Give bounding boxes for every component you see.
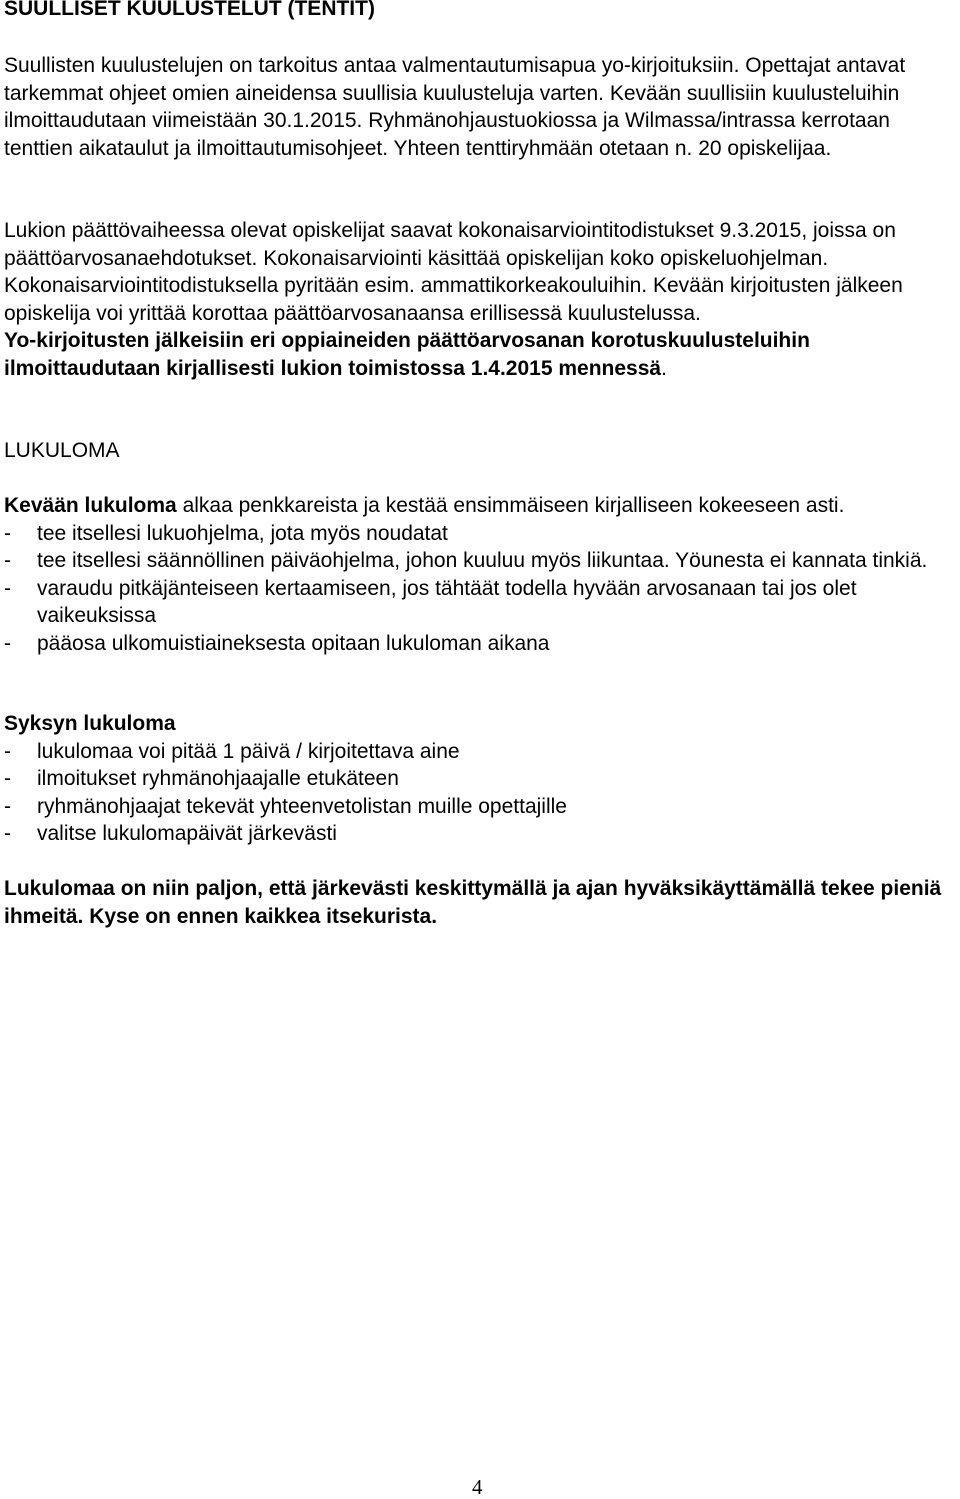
intro-paragraph: Suullisten kuulustelujen on tarkoitus antaa valmentautumisapua yo-kirjoituksiin. Opettajat antavat tarkemmat ohjeet omien aineidensa suullisia kuulusteluja varten. Kevään suullisiin kuulusteluihin ilmoittaudutaan viimeistään 30.1.2015. Ryhmänohjaustuokiossa ja Wilmassa/intrassa kerrotaan tenttien aikataulut ja ilmoittautumisohjeet. Yhteen tenttiryhmään otetaan n. 20 opiskelijaa.: [4, 54, 906, 160]
dash-bullet: -: [4, 521, 11, 545]
spring-lukuloma-label: Kevään lukuloma: [4, 494, 177, 517]
list-item: [4, 820, 956, 848]
re-exam-registration-suffix: .: [661, 356, 667, 380]
closing-paragraph: Lukulomaa on niin paljon, että järkevästi keskittymällä ja ajan hyväksikäyttämällä tekee pieniä ihmeitä. Kyse on ennen kaikkea itsekurista.: [4, 877, 942, 928]
autumn-lukuloma-list: [4, 738, 956, 848]
list-item: [4, 547, 956, 575]
list-item-text: ilmoitukset ryhmänohjaajalle etukäteen: [37, 767, 399, 790]
intro-section: [4, 52, 956, 162]
list-item-text: pääosa ulkomuistiaineksesta opitaan lukuloman aikana: [37, 631, 550, 655]
list-item-text: varaudu pitkäjänteiseen kertaamiseen, jos tähtäät todella hyvään arvosanaan tai jos olet vaikeuksissa: [37, 576, 857, 627]
final-grades-section: [4, 217, 956, 382]
page-number: 4: [472, 1475, 483, 1499]
dash-bullet: -: [4, 576, 11, 600]
list-item: [4, 520, 956, 548]
page-title: SUULLISET KUULUSTELUT (TENTIT): [4, 0, 375, 20]
dash-bullet: -: [4, 549, 11, 572]
lukuloma-heading: LUKULOMA: [4, 439, 120, 462]
re-exam-registration-bold: Yo-kirjoitusten jälkeisiin eri oppiaineiden päättöarvosanan korotuskuulusteluihin ilmoittaudutaan kirjallisesti lukion toimistossa 1.4.2015 mennessä: [4, 329, 810, 380]
lukuloma-heading-block: [4, 437, 956, 465]
list-item: [4, 575, 956, 630]
list-item: [4, 738, 956, 766]
dash-bullet: -: [4, 739, 11, 763]
list-item: [4, 765, 956, 793]
final-grades-paragraph: Lukion päättövaiheessa olevat opiskelijat saavat kokonaisarviointitodistukset 9.3.2015, joissa on päättöarvosanaehdotukset. Kokonaisarviointi käsittää opiskelijan koko opiskeluohjelman. Kokonaisarviointitodistuksella pyritään esim. ammattikorkeakouluihin. Kevään kirjoitusten jälkeen opiskelija voi yrittää korottaa päättöarvosanaansa erillisessä kuulustelussa.: [4, 219, 903, 325]
spring-lukuloma-section: [4, 492, 956, 657]
dash-bullet: -: [4, 794, 11, 818]
list-item-text: lukulomaa voi pitää 1 päivä / kirjoitettava aine: [37, 739, 460, 763]
list-item: [4, 793, 956, 821]
dash-bullet: -: [4, 631, 11, 655]
list-item-text: tee itsellesi lukuohjelma, jota myös noudatat: [37, 521, 448, 545]
list-item-text: ryhmänohjaajat tekevät yhteenvetolistan muille opettajille: [37, 794, 567, 818]
autumn-lukuloma-heading: Syksyn lukuloma: [4, 712, 176, 735]
spring-lukuloma-text: alkaa penkkareista ja kestää ensimmäiseen kirjalliseen kokeeseen asti.: [176, 494, 845, 517]
list-item-text: valitse lukulomapäivät järkevästi: [37, 822, 337, 845]
re-exam-registration-note: [4, 327, 956, 382]
dash-bullet: -: [4, 767, 11, 790]
spring-lukuloma-list: [4, 520, 956, 658]
dash-bullet: -: [4, 822, 11, 845]
spring-lukuloma-intro: [4, 492, 956, 520]
closing-section: [4, 875, 956, 930]
autumn-lukuloma-section: [4, 710, 956, 848]
list-item-text: tee itsellesi säännöllinen päiväohjelma, johon kuuluu myös liikuntaa. Yöunesta ei kannata tinkiä.: [37, 549, 928, 572]
list-item: [4, 630, 956, 658]
